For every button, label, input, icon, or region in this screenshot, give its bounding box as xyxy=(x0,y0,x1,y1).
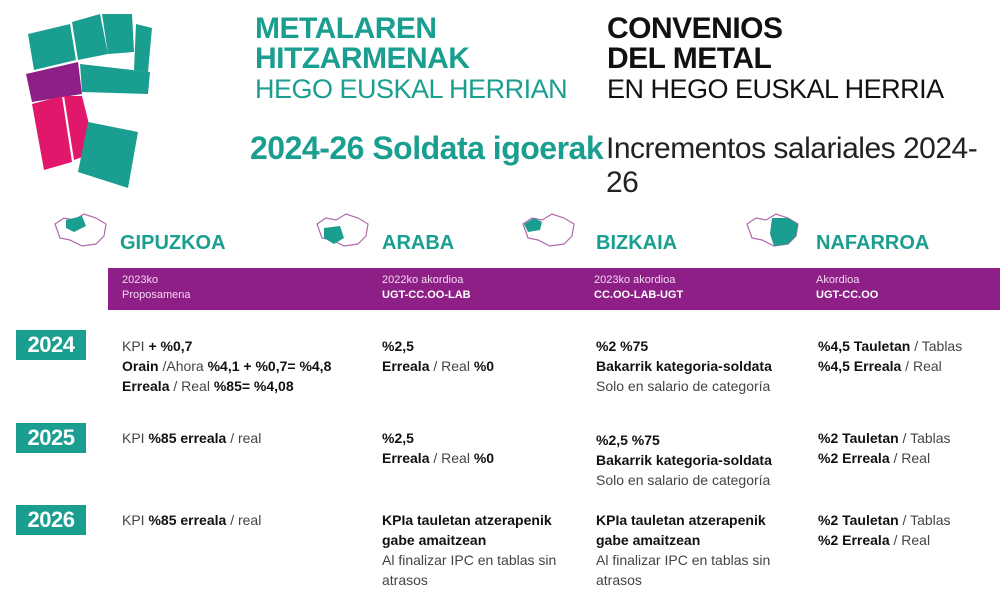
agreement-band xyxy=(108,268,1000,310)
fist-logo-icon xyxy=(22,12,152,202)
region-name-bizkaia: BIZKAIA xyxy=(596,232,678,254)
title-es-line3: EN HEGO EUSKAL HERRIA xyxy=(607,74,944,104)
title-basque xyxy=(255,14,567,103)
band-nafarroa xyxy=(816,273,878,303)
bizkaia-map-icon xyxy=(520,210,578,250)
title-es-line1: CONVENIOS xyxy=(607,12,783,45)
band-nafarroa-label: Akordioa xyxy=(816,274,860,286)
title-spanish xyxy=(607,14,944,103)
cell-2026-araba: KPIa tauletan atzerapenik gabe amaitzean Al finalizar IPC en tablas sin atrasos xyxy=(382,512,557,588)
araba-map-icon xyxy=(314,210,372,250)
region-name-nafarroa: NAFARROA xyxy=(816,232,930,254)
cell-2026-gipuzkoa: KPI %85 erreala / real xyxy=(122,512,262,528)
title-es-line2: DEL METAL xyxy=(607,42,772,75)
region-name-gipuzkoa: GIPUZKOA xyxy=(120,232,226,254)
nafarroa-map-icon xyxy=(744,210,802,250)
cell-2025-araba: %2,5 Erreala / Real %0 xyxy=(382,430,495,466)
region-araba xyxy=(314,210,514,260)
cell-2024-bizkaia: %2 %75 Bakarrik kategoria-soldata Solo en salario de categoría xyxy=(596,338,772,394)
band-araba-unions: UGT-CC.OO-LAB xyxy=(382,289,471,301)
title-eu-line2: HITZARMENAK xyxy=(255,42,470,75)
region-bizkaia xyxy=(520,210,720,260)
band-nafarroa-unions: UGT-CC.OO xyxy=(816,289,879,301)
band-gipuzkoa-type: Proposamena xyxy=(122,289,191,301)
cell-2024-gipuzkoa: KPI + %0,7 Orain /Ahora %4,1 + %0,7= %4,8 Erreala / Real %85= %4,08 xyxy=(122,338,332,394)
title-eu-line1: METALAREN xyxy=(255,12,437,45)
band-araba-year: 2022ko akordioa xyxy=(382,274,464,286)
cell-2024-araba: %2,5 Erreala / Real %0 xyxy=(382,338,495,374)
band-araba xyxy=(382,273,471,303)
cell-2026-bizkaia: KPIa tauletan atzerapenik gabe amaitzean Al finalizar IPC en tablas sin atrasos xyxy=(596,512,771,588)
band-bizkaia xyxy=(594,273,683,303)
cell-2025-gipuzkoa: KPI %85 erreala / real xyxy=(122,430,262,446)
year-badge-2026: 2026 xyxy=(16,505,86,535)
cell-2024-nafarroa: %4,5 Tauletan / Tablas %4,5 Erreala / Real xyxy=(818,338,963,374)
band-gipuzkoa xyxy=(122,273,191,303)
region-name-araba: ARABA xyxy=(382,232,455,254)
band-bizkaia-year: 2023ko akordioa xyxy=(594,274,676,286)
cell-2026-nafarroa: %2 Tauletan / Tablas %2 Erreala / Real xyxy=(818,512,951,548)
cell-2025-nafarroa: %2 Tauletan / Tablas %2 Erreala / Real xyxy=(818,430,951,466)
region-gipuzkoa xyxy=(52,210,252,260)
cell-2025-bizkaia: %2,5 %75 Bakarrik kategoria-soldata Solo en salario de categoría xyxy=(596,432,772,488)
gipuzkoa-map-icon xyxy=(52,210,110,250)
subtitle-basque: 2024-26 Soldata igoerak xyxy=(250,130,604,166)
year-badge-2025: 2025 xyxy=(16,423,86,453)
band-bizkaia-unions: CC.OO-LAB-UGT xyxy=(594,289,684,301)
band-gipuzkoa-year: 2023ko xyxy=(122,274,159,286)
year-badge-2024: 2024 xyxy=(16,330,86,360)
region-nafarroa xyxy=(744,210,974,260)
title-eu-line3: HEGO EUSKAL HERRIAN xyxy=(255,74,568,104)
subtitle-spanish: Incrementos salariales 2024-26 xyxy=(606,132,978,199)
